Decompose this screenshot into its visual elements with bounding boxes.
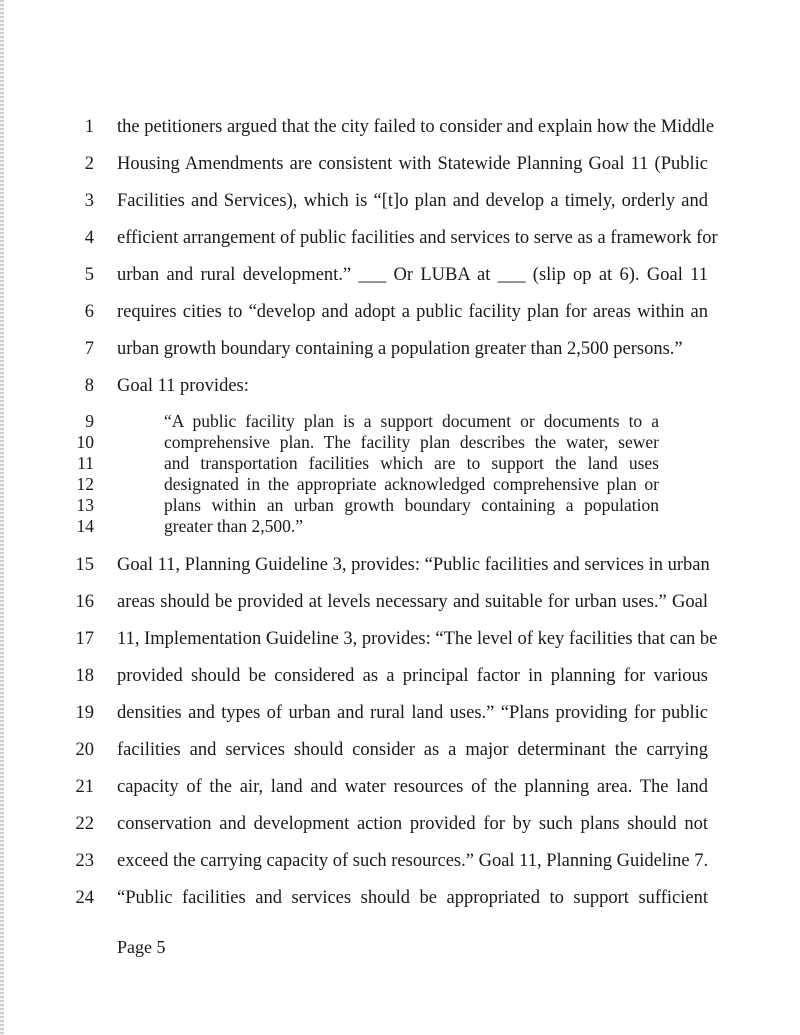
document-line xyxy=(0,226,800,250)
document-line xyxy=(0,152,800,176)
line-number: 13 xyxy=(76,495,94,515)
line-number: 24 xyxy=(75,888,94,908)
document-line xyxy=(0,590,800,614)
line-text: areas should be provided at levels necessary and suitable for urban uses.” Goal xyxy=(117,592,708,612)
line-text: designated in the appropriate acknowledged comprehensive plan or xyxy=(164,474,659,494)
document-line xyxy=(0,263,800,287)
line-text: “A public facility plan is a support document or documents to a xyxy=(164,411,659,431)
line-number: 6 xyxy=(84,302,94,322)
line-number: 20 xyxy=(75,740,94,760)
line-text: densities and types of urban and rural land uses.” “Plans providing for public xyxy=(117,703,708,723)
document-line xyxy=(0,886,800,910)
document-line xyxy=(0,374,800,398)
quote-line xyxy=(0,474,800,494)
document-line xyxy=(0,664,800,688)
line-number: 3 xyxy=(84,191,94,211)
line-text: comprehensive plan. The facility plan describes the water, sewer xyxy=(164,432,659,452)
line-text: the petitioners argued that the city failed to consider and explain how the Middle xyxy=(117,117,715,137)
document-line xyxy=(0,701,800,725)
quote-line xyxy=(0,516,800,536)
line-number: 9 xyxy=(85,411,94,431)
line-number: 17 xyxy=(75,629,94,649)
line-text: 11, Implementation Guideline 3, provides: “The level of key facilities that can be xyxy=(117,629,718,649)
line-text: conservation and development action provided for by such plans should not xyxy=(117,814,708,834)
line-text: “Public facilities and services should be appropriated to support sufficient xyxy=(117,888,708,908)
line-number: 4 xyxy=(84,228,94,248)
line-number: 19 xyxy=(75,703,94,723)
line-number: 7 xyxy=(84,339,94,359)
line-number: 2 xyxy=(84,154,94,174)
document-line xyxy=(0,115,800,139)
line-number: 12 xyxy=(76,474,94,494)
document-line xyxy=(0,738,800,762)
document-line xyxy=(0,812,800,836)
document-line xyxy=(0,189,800,213)
line-text: Facilities and Services), which is “[t]o plan and develop a timely, orderly and xyxy=(117,191,708,211)
line-text: plans within an urban growth boundary containing a population xyxy=(164,495,659,515)
line-number: 16 xyxy=(75,592,94,612)
line-text: greater than 2,500.” xyxy=(164,516,303,536)
quote-line xyxy=(0,432,800,452)
line-text: urban growth boundary containing a population greater than 2,500 persons.” xyxy=(117,339,683,359)
quote-line xyxy=(0,495,800,515)
document-line xyxy=(0,849,800,873)
line-number: 1 xyxy=(84,117,94,137)
page-number: Page 5 xyxy=(117,937,166,957)
line-text: facilities and services should consider as a major determinant the carrying xyxy=(117,740,708,760)
document-line xyxy=(0,300,800,324)
line-number: 23 xyxy=(75,851,94,871)
line-text: provided should be considered as a principal factor in planning for various xyxy=(117,666,708,686)
line-text: Housing Amendments are consistent with Statewide Planning Goal 11 (Public xyxy=(117,154,708,174)
line-text: Goal 11, Planning Guideline 3, provides: “Public facilities and services in urban xyxy=(117,555,710,575)
line-number: 5 xyxy=(84,265,94,285)
document-line xyxy=(0,627,800,651)
line-text: requires cities to “develop and adopt a public facility plan for areas within an xyxy=(117,302,708,322)
line-number: 18 xyxy=(75,666,94,686)
line-number: 22 xyxy=(75,814,94,834)
document-line xyxy=(0,775,800,799)
line-number: 14 xyxy=(76,516,94,536)
quote-line xyxy=(0,453,800,473)
line-text: efficient arrangement of public facilities and services to serve as a framework for xyxy=(117,228,718,248)
line-text: capacity of the air, land and water resources of the planning area. The land xyxy=(117,777,708,797)
line-number: 15 xyxy=(75,555,94,575)
quote-line xyxy=(0,411,800,431)
line-text: and transportation facilities which are to support the land uses xyxy=(164,453,659,473)
document-line xyxy=(0,337,800,361)
document-line xyxy=(0,553,800,577)
line-text: exceed the carrying capacity of such resources.” Goal 11, Planning Guideline 7. xyxy=(117,851,709,871)
line-number: 11 xyxy=(77,453,94,473)
line-number: 8 xyxy=(84,376,94,396)
line-text: urban and rural development.” ___ Or LUBA at ___ (slip op at 6). Goal 11 xyxy=(117,265,708,285)
line-text: Goal 11 provides: xyxy=(117,376,249,396)
line-number: 21 xyxy=(75,777,94,797)
line-number: 10 xyxy=(76,432,94,452)
